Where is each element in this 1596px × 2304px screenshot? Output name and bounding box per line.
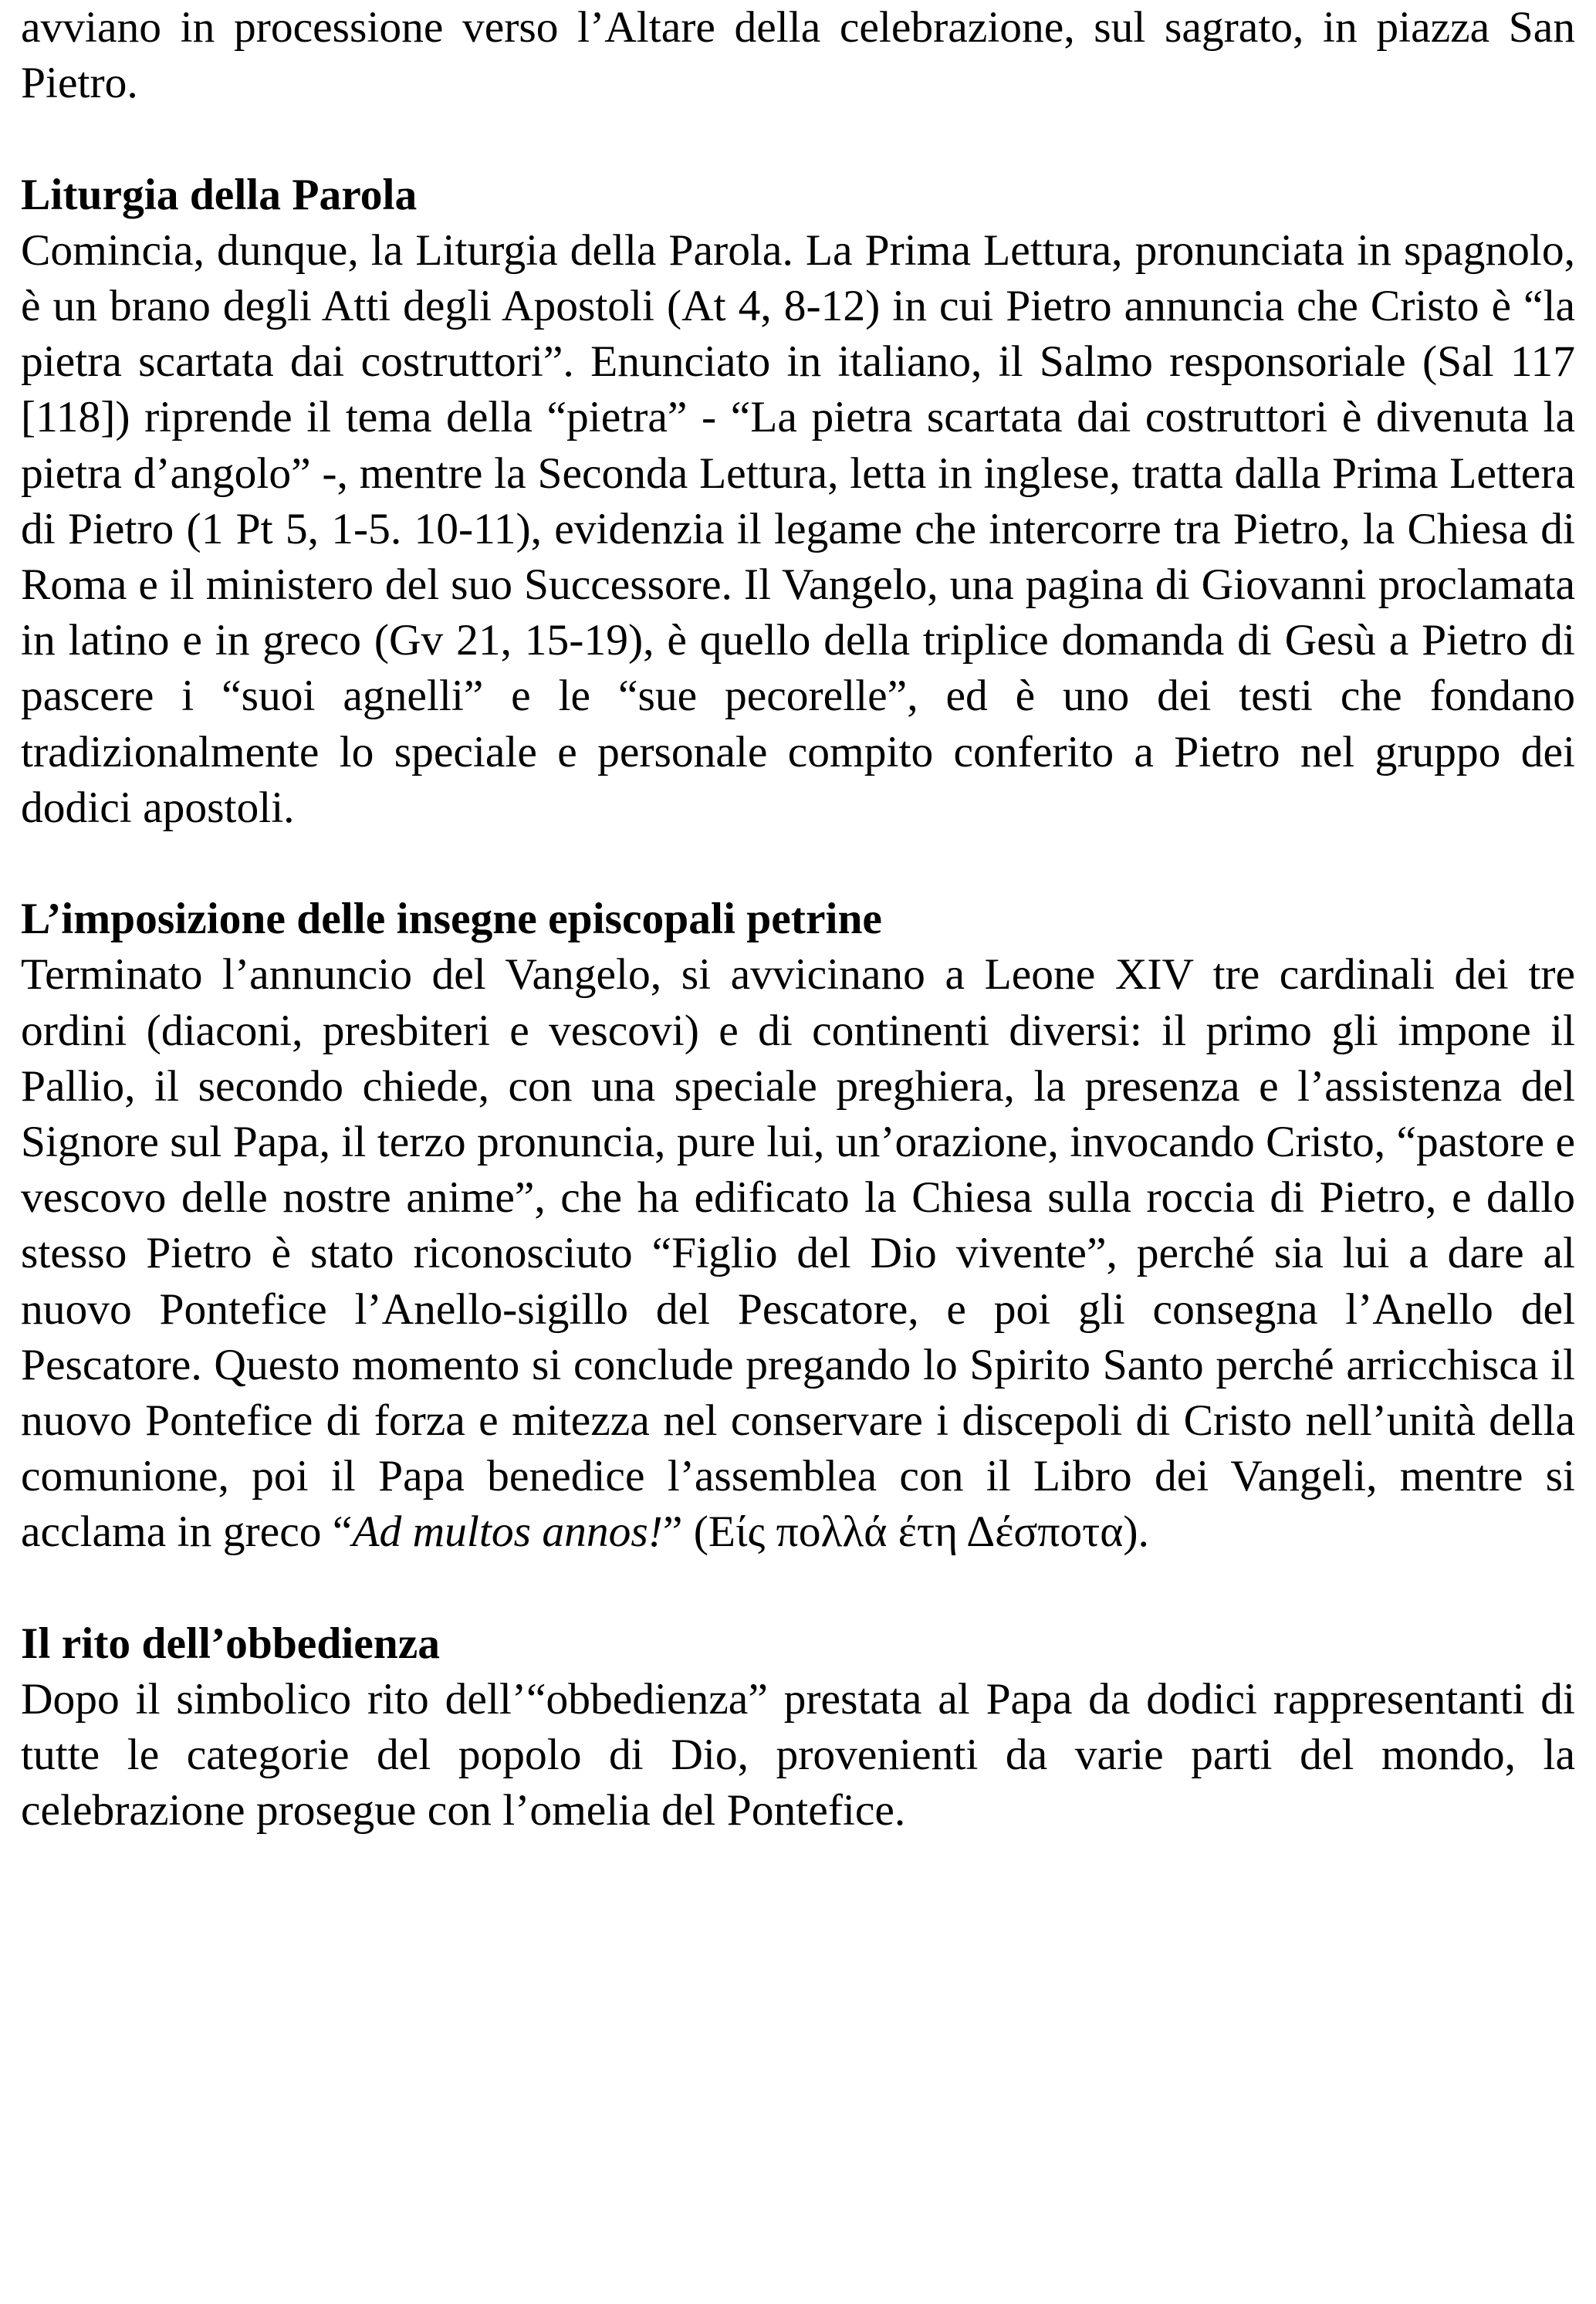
section-body: Dopo il simbolico rito dell’“obbedienza” prestata al Papa da dodici rappresentanti di tutte le categorie del popolo di Dio, provenienti da varie parti del mondo, la celebrazione prosegue con l’omelia del Pontefice. <box>21 1675 1575 1835</box>
section-heading: L’imposizione delle insegne episcopali petrine <box>21 895 882 944</box>
section-body <box>21 947 1575 1560</box>
body-tail: ” (Είς πολλά έτη Δέσποτα). <box>662 1507 1149 1557</box>
italic-acclamation: Ad multos annos! <box>352 1507 663 1557</box>
section-imposizione-insegne <box>21 891 1575 1560</box>
intro-paragraph: avviano in processione verso l’Altare della celebrazione, sul sagrato, in piazza San Pietro. <box>21 3 1575 108</box>
section-liturgia-della-parola <box>21 167 1575 836</box>
body-text: Terminato l’annuncio del Vangelo, si avvicinano a Leone XIV tre cardinali dei tre ordini (diaconi, presbiteri e vescovi) e di continenti diversi: il primo gli impone il Pallio, il secondo chiede, con una speciale preghiera, la presenza e l’assistenza del Signore sul Papa, il terzo pronuncia, pure lui, un’orazione, invocando Cristo, “pastore e vescovo delle nostre anime”, che ha edificato la Chiesa sulla roccia di Pietro, e dallo stesso Pietro è stato riconosciuto “Figlio del Dio vivente”, perché sia lui a dare al nuovo Pontefice l’Anello-sigillo del Pescatore, e poi gli consegna l’Anello del Pescatore. Questo momento si conclude pregando lo Spirito Santo perché arricchisca il nuovo Pontefice di forza e mitezza nel conservare i discepoli di Cristo nell’unità della comunione, poi il Papa benedice l’assemblea con il Libro dei Vangeli, mentre si acclama in greco “ <box>21 950 1575 1557</box>
section-rito-obbedienza <box>21 1616 1575 1839</box>
section-body: Comincia, dunque, la Liturgia della Parola. La Prima Lettura, pronunciata in spagnolo, è un brano degli Atti degli Apostoli (At 4, 8-12) in cui Pietro annuncia che Cristo è “la pietra scartata dai costruttori”. Enunciato in italiano, il Salmo responsoriale (Sal 117 [118]) riprende il tema della “pietra” - “La pietra scartata dai costruttori è divenuta la pietra d’angolo” -, mentre la Seconda Lettura, letta in inglese, tratta dalla Prima Lettera di Pietro (1 Pt 5, 1-5. 10-11), evidenzia il legame che intercorre tra Pietro, la Chiesa di Roma e il ministero del suo Successore. Il Vangelo, una pagina di Giovanni proclamata in latino e in greco (Gv 21, 15-19), è quello della triplice domanda di Gesù a Pietro di pascere i “suoi agnelli” e le “sue pecorelle”, ed è uno dei testi che fondano tradizionalmente lo speciale e personale compito conferito a Pietro nel gruppo dei dodici apostoli. <box>21 225 1575 832</box>
document-page <box>21 0 1575 1839</box>
section-heading: Liturgia della Parola <box>21 170 418 219</box>
section-heading: Il rito dell’obbedienza <box>21 1619 441 1668</box>
